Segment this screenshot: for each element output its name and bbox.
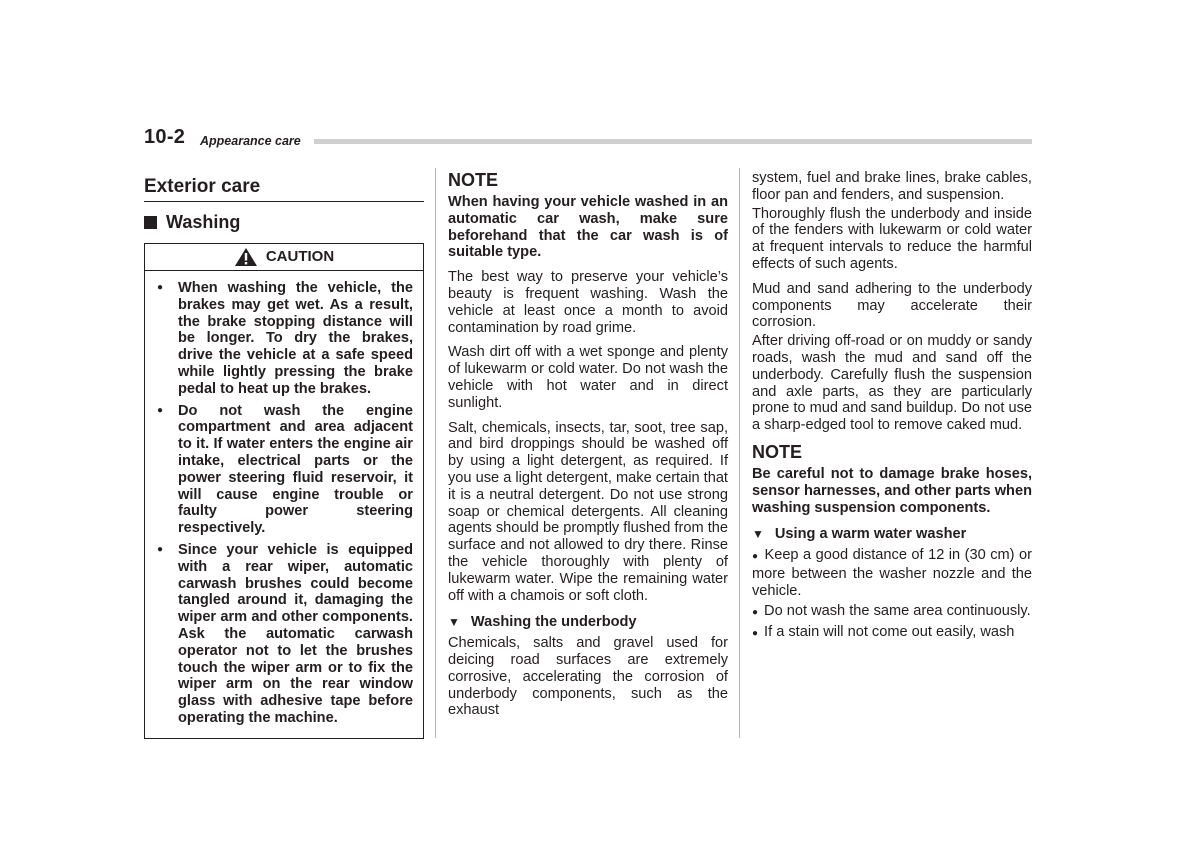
caution-item-text: Since your vehicle is equipped with a rear wiper, automatic carwash brushes could become tangled around it, damaging the wiper arm and other components. Ask the automatic carwash operator not to let the brushes touch the wiper arm or to fix the wiper arm on the rear window glass with adhesive tape before operating the machine. [178,541,413,726]
note-text: When having your vehicle washed in an automatic car wash, make sure beforehand that the car wash is of suitable type. [448,194,728,261]
caution-item-text: Do not wash the engine compartment and area adjacent to it. If water enters the engine air intake, electrical parts or the power steering fluid reservoir, it will cause engine trouble or faulty power steering respectively. [178,402,413,537]
section-heading-text: Washing [166,212,241,232]
page-title: Exterior care [144,176,424,202]
list-item-text: Do not wash the same area continuously. [764,602,1031,619]
caution-header [145,244,423,271]
warning-triangle-icon [234,247,258,267]
list-item-text: Keep a good distance of 12 in (30 cm) or more between the washer nozzle and the vehicle. [752,547,1032,599]
list-item [752,603,1032,622]
paragraph: Wash dirt off with a wet sponge and plenty of lukewarm or cold water. Do not wash the vehicle with hot water and in direct sunlight. [448,344,728,411]
bullet-dot-icon: ● [752,551,759,563]
paragraph: The best way to preserve your vehicle’s beauty is frequent washing. Wash the vehicle at least once a month to avoid contamination by road grime. [448,269,728,336]
bullet-dot-icon: ● [157,543,164,555]
note-heading: NOTE [752,441,803,462]
paragraph: Thoroughly flush the underbody and inside of the fenders with lukewarm or cold water at frequent intervals to reduce the harmful effects of such agents. [752,205,1032,272]
paragraph: Salt, chemicals, insects, tar, soot, tree sap, and bird droppings should be washed off by using a light detergent, as required. If you use a light detergent, make certain that it is a neutral detergent. Do not use strong soap or chemical detergents. All cleaning agents should be promptly flushed from the surface and not allowed to dry there. Rinse the vehicle thoroughly with plenty of lukewarm water. Wipe the remaining water off with a chamois or soft cloth. [448,419,728,604]
note-text: Be careful not to damage brake hoses, sensor harnesses, and other parts when washing suspension components. [752,465,1032,516]
caution-item-text: When washing the vehicle, the brakes may get wet. As a result, the brake stopping distance will be longer. To dry the brakes, drive the vehicle at a safe speed while lightly pressing the brake pedal to heat up the brakes. [178,280,413,397]
page-header [144,126,1032,152]
bullet-dot-icon: ● [752,606,759,618]
column-divider [739,168,740,738]
bullet-dot-icon: ● [752,628,759,640]
triangle-bullet-icon: ▼ [448,615,460,630]
subsection-heading [448,614,728,631]
column-2 [448,170,728,727]
header-rule [314,139,1032,144]
bullet-dot-icon: ● [157,404,164,416]
column-divider [435,168,436,738]
section-name: Appearance care [200,134,301,148]
caution-box [144,243,424,739]
square-bullet-icon [144,216,157,229]
column-3 [752,170,1032,646]
caution-body [145,271,423,738]
section-heading [144,211,424,233]
column-1 [144,170,424,739]
caution-item [155,542,413,727]
paragraph: Chemicals, salts and gravel used for deicing road surfaces are extremely corrosive, accelerating the corrosion of underbody components, such as the exhaust [448,635,728,719]
subsection-heading-text: Using a warm water washer [774,526,967,543]
triangle-bullet-icon: ▼ [752,527,764,542]
list-item [752,547,1032,599]
subsection-heading-text: Washing the underbody [470,614,637,631]
bullet-dot-icon: ● [157,282,164,293]
caution-item [155,280,413,398]
paragraph: system, fuel and brake lines, brake cables, floor pan and fenders, and suspension. [752,170,1032,203]
caution-label: CAUTION [265,247,335,265]
note-heading: NOTE [448,170,499,190]
list-item [752,624,1032,643]
paragraph: Mud and sand adhering to the underbody components may accelerate their corrosion. [752,280,1032,331]
caution-item [155,403,413,537]
subsection-heading [752,526,1032,543]
list-item-text: If a stain will not come out easily, wash [764,624,1015,641]
paragraph: After driving off-road or on muddy or sandy roads, wash the mud and sand off the underbody. Carefully flush the suspension and axle parts, as they are particularly prone to mud and sand buildup. Do not use a sharp-edged tool to remove caked mud. [752,333,1032,434]
page-number: 10-2 [144,126,186,148]
